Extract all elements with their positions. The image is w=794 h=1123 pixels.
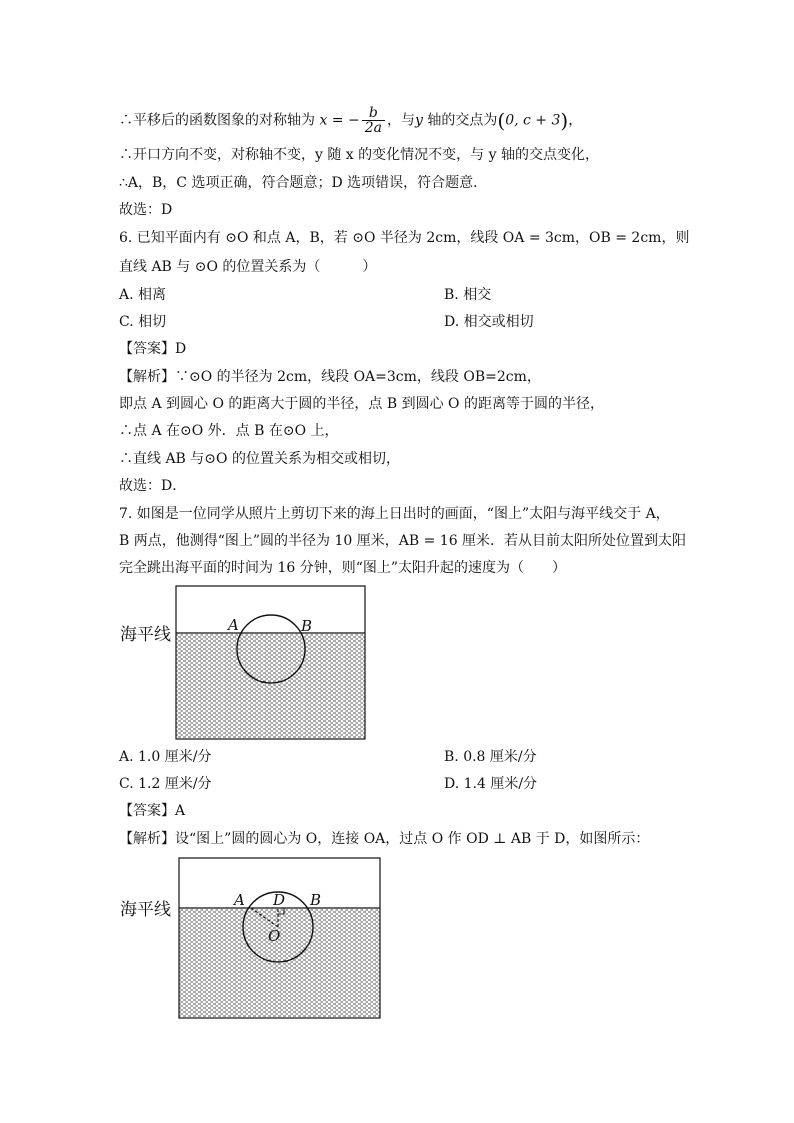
sunrise-figure-2 bbox=[118, 855, 388, 1025]
point-a-label: A bbox=[234, 891, 245, 909]
q7-option-b: B. 0.8 厘米/分 bbox=[444, 749, 537, 765]
fraction-denominator: 2a bbox=[364, 120, 382, 136]
question-7-stem-line-2: B 两点，他测得“图上”圆的半径为 10 厘米，AB = 16 厘米．若从目前太阳所处位置到太阳 bbox=[119, 533, 687, 549]
q6-explanation-line: 【解析】∵⊙O 的半径为 2cm，线段 OA=3cm，线段 OB=2cm， bbox=[119, 369, 541, 385]
q6-explanation-line: ∴直线 AB 与⊙O 的位置关系为相交或相切， bbox=[119, 451, 400, 467]
text-line: ∴开口方向不变，对称轴不变，y 随 x 的变化情况不变，与 y 轴的交点变化， bbox=[119, 147, 599, 163]
text-line: ∴A，B，C 选项正确，符合题意；D 选项错误，符合题意． bbox=[119, 175, 488, 191]
point-o-label: O bbox=[268, 927, 281, 945]
q7-explanation-line: 【解析】设“图上”圆的圆心为 O，连接 OA，过点 O 作 OD ⊥ AB 于 D，如图所示： bbox=[119, 831, 650, 847]
point-b-label: B bbox=[301, 617, 313, 635]
text-segment: ，与 bbox=[387, 112, 415, 129]
point-b-label: B bbox=[310, 891, 322, 909]
q6-explanation-line: 故选：D． bbox=[119, 478, 187, 494]
math-var-x: x bbox=[319, 112, 328, 129]
q6-option-c: C. 相切 bbox=[119, 314, 167, 330]
sea-area bbox=[176, 633, 365, 739]
text-segment: = − bbox=[327, 112, 360, 129]
q6-option-d: D. 相交或相切 bbox=[444, 314, 534, 330]
q6-option-a: A. 相离 bbox=[119, 287, 167, 303]
sea-level-label: 海平线 bbox=[120, 900, 171, 920]
q7-option-d: D. 1.4 厘米/分 bbox=[444, 776, 538, 792]
math-point: 0, c + 3 bbox=[505, 112, 561, 129]
text-segment: ， bbox=[568, 112, 583, 129]
q6-option-b: B. 相交 bbox=[444, 287, 492, 303]
question-6-stem-line-2: 直线 AB 与 ⊙O 的位置关系为（ ） bbox=[119, 259, 377, 275]
q6-answer: 【答案】D bbox=[119, 341, 187, 357]
q7-option-a: A. 1.0 厘米/分 bbox=[119, 749, 212, 765]
question-7-stem-line-1: 7. 如图是一位同学从照片上剪切下来的海上日出时的画面，“图上”太阳与海平线交于 A， bbox=[119, 506, 670, 522]
text-line: 故选：D bbox=[119, 202, 173, 218]
math-var-y: y bbox=[415, 112, 423, 129]
q6-explanation-line: ∴点 A 在⊙O 外．点 B 在⊙O 上， bbox=[119, 423, 339, 439]
sea-area bbox=[179, 908, 380, 1018]
sunrise-figure-1 bbox=[118, 584, 378, 744]
point-a-label: A bbox=[228, 616, 239, 634]
fraction-numerator: b bbox=[368, 105, 378, 121]
text-segment: 轴的交点为 bbox=[422, 112, 498, 129]
q7-answer: 【答案】A bbox=[119, 803, 186, 819]
fraction bbox=[362, 106, 385, 135]
sea-level-label: 海平线 bbox=[120, 625, 171, 645]
question-6-stem-line-1: 6. 已知平面内有 ⊙O 和点 A，B，若 ⊙O 半径为 2cm，线段 OA = 3cm，OB = 2cm，则 bbox=[119, 230, 690, 246]
q6-explanation-line: 即点 A 到圆心 O 的距离大于圆的半径，点 B 到圆心 O 的距离等于圆的半径， bbox=[119, 396, 604, 412]
text-line-axis-of-symmetry: ∴平移后的函数图象的对称轴为 x = − $\frac{b}{2a}$ ，与y 轴的交点为(0, c + 3)， bbox=[119, 105, 583, 136]
question-7-stem-line-3: 完全跳出海平面的时间为 16 分钟，则“图上”太阳升起的速度为（ ） bbox=[119, 560, 567, 576]
text-segment: ∴平移后的函数图象的对称轴为 bbox=[119, 112, 320, 129]
point-d-label: D bbox=[273, 891, 286, 909]
q7-option-c: C. 1.2 厘米/分 bbox=[119, 776, 212, 792]
